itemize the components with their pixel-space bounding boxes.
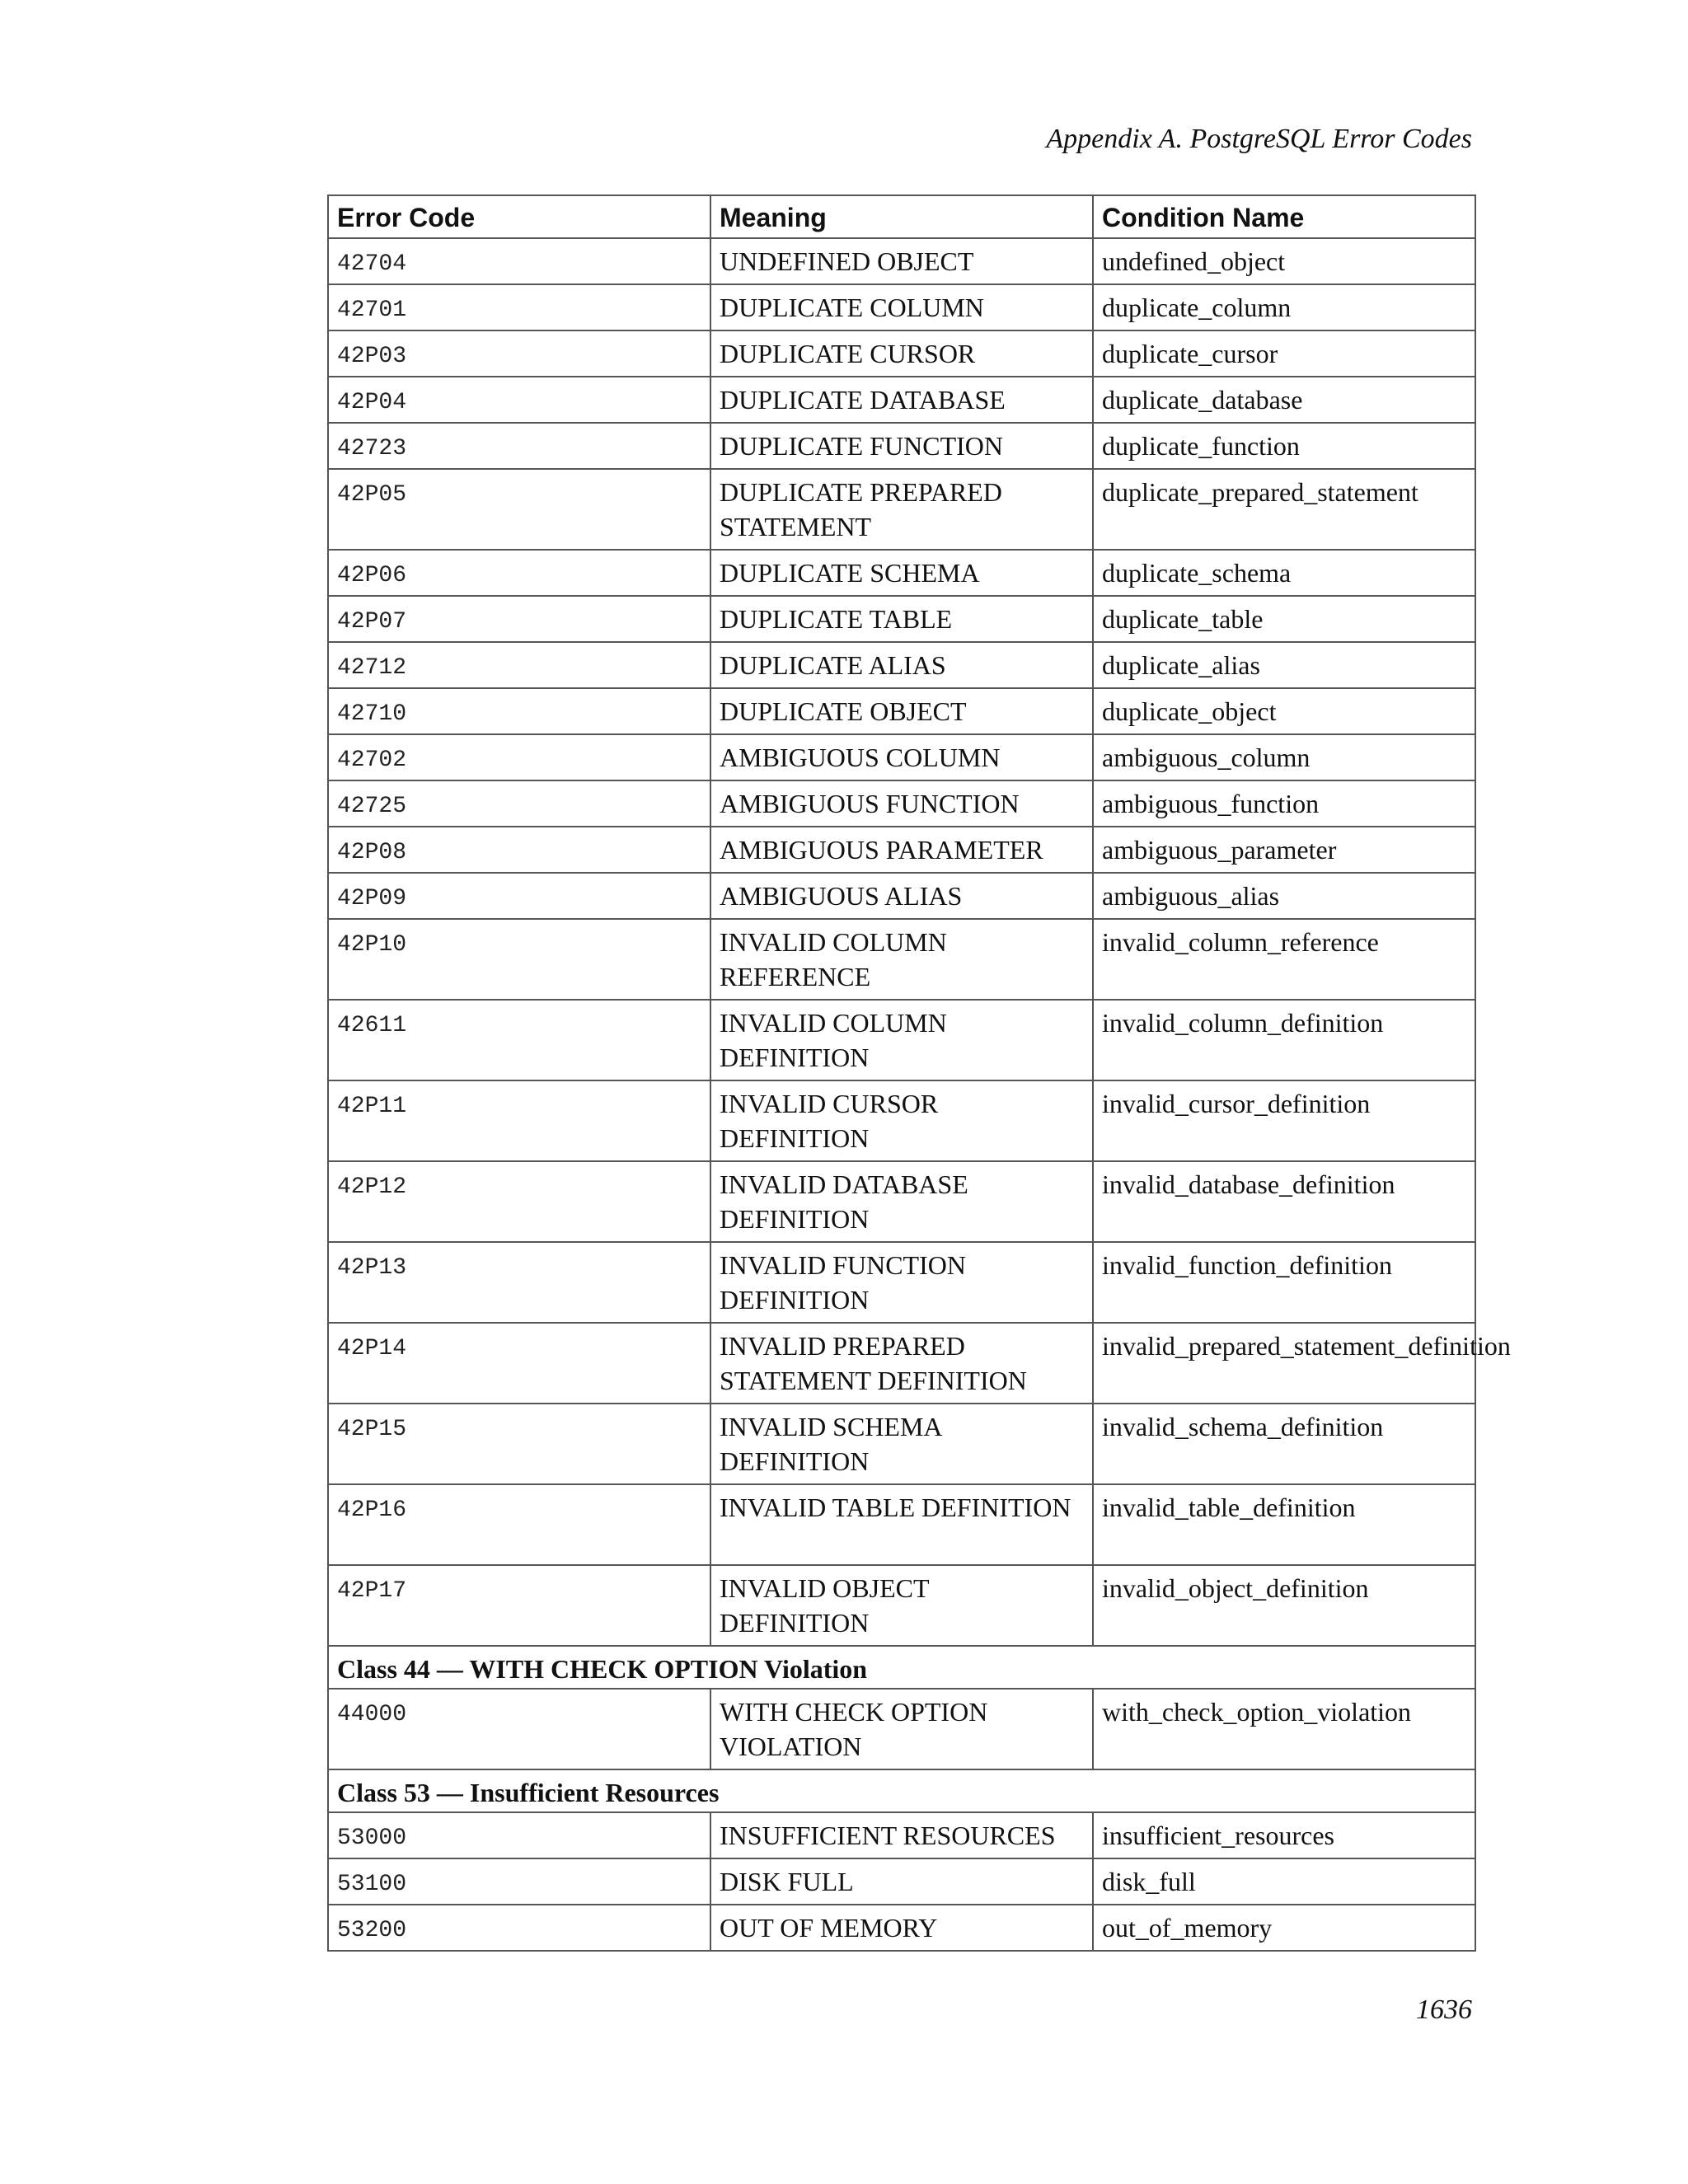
error-code-cell: 42710: [328, 688, 710, 734]
meaning-cell: AMBIGUOUS FUNCTION: [710, 780, 1093, 827]
error-code-cell: 42P10: [328, 919, 710, 1000]
table-row: [328, 1858, 1475, 1905]
meaning-cell: INVALID SCHEMA DEFINITION: [710, 1404, 1093, 1484]
error-code-cell: 42701: [328, 284, 710, 330]
error-code-cell: 42P16: [328, 1484, 710, 1565]
table-row: [328, 1905, 1475, 1951]
error-code-cell: 42P15: [328, 1404, 710, 1484]
table-row: [328, 780, 1475, 827]
meaning-cell: DUPLICATE OBJECT: [710, 688, 1093, 734]
condition-name-cell: disk_full: [1093, 1858, 1475, 1905]
table-row: [328, 377, 1475, 423]
meaning-cell: AMBIGUOUS COLUMN: [710, 734, 1093, 780]
table-row: [328, 1323, 1475, 1404]
condition-name-cell: invalid_database_definition: [1093, 1161, 1475, 1242]
condition-name-cell: out_of_memory: [1093, 1905, 1475, 1951]
meaning-cell: INVALID OBJECT DEFINITION: [710, 1565, 1093, 1646]
class-53-heading: Class 53 — Insufficient Resources: [328, 1769, 1475, 1812]
error-codes-table: [327, 194, 1511, 1952]
error-code-cell: 42P13: [328, 1242, 710, 1323]
table-row: [328, 688, 1475, 734]
error-code-cell: 42P12: [328, 1161, 710, 1242]
error-code-cell: 42P11: [328, 1080, 710, 1161]
table-row: [328, 596, 1475, 642]
error-code-cell: 42702: [328, 734, 710, 780]
condition-name-cell: duplicate_column: [1093, 284, 1475, 330]
condition-name-cell: invalid_function_definition: [1093, 1242, 1475, 1323]
condition-name-cell: insufficient_resources: [1093, 1812, 1475, 1858]
table-row: [328, 1484, 1475, 1565]
condition-name-cell: ambiguous_function: [1093, 780, 1475, 827]
error-code-cell: 42P04: [328, 377, 710, 423]
table-row: [328, 469, 1475, 550]
meaning-cell: AMBIGUOUS PARAMETER: [710, 827, 1093, 873]
condition-name-cell: duplicate_schema: [1093, 550, 1475, 596]
meaning-cell: INVALID COLUMN DEFINITION: [710, 1000, 1093, 1080]
condition-name-cell: invalid_column_reference: [1093, 919, 1475, 1000]
meaning-cell: INVALID PREPARED STATEMENT DEFINITION: [710, 1323, 1093, 1404]
table-row: [328, 919, 1475, 1000]
table-header-row: [328, 195, 1475, 238]
condition-name-cell: duplicate_table: [1093, 596, 1475, 642]
error-code-cell: 53100: [328, 1858, 710, 1905]
table-row: [328, 284, 1475, 330]
error-code-cell: 42P05: [328, 469, 710, 550]
table-row: [328, 873, 1475, 919]
error-code-cell: 42P03: [328, 330, 710, 377]
class-44-heading: Class 44 — WITH CHECK OPTION Violation: [328, 1646, 1475, 1689]
table-row: [328, 1242, 1475, 1323]
condition-name-cell: duplicate_object: [1093, 688, 1475, 734]
meaning-cell: OUT OF MEMORY: [710, 1905, 1093, 1951]
meaning-cell: INVALID COLUMN REFERENCE: [710, 919, 1093, 1000]
meaning-cell: DUPLICATE ALIAS: [710, 642, 1093, 688]
table-row: [328, 423, 1475, 469]
error-code-cell: 42P07: [328, 596, 710, 642]
table-row: [328, 734, 1475, 780]
meaning-cell: DUPLICATE TABLE: [710, 596, 1093, 642]
error-code-cell: 42723: [328, 423, 710, 469]
condition-name-cell: invalid_schema_definition: [1093, 1404, 1475, 1484]
meaning-cell: INVALID CURSOR DEFINITION: [710, 1080, 1093, 1161]
error-code-cell: 42P17: [328, 1565, 710, 1646]
table-row: [328, 1080, 1475, 1161]
meaning-cell: AMBIGUOUS ALIAS: [710, 873, 1093, 919]
table-row: [328, 827, 1475, 873]
meaning-cell: DUPLICATE SCHEMA: [710, 550, 1093, 596]
table-row: [328, 1812, 1475, 1858]
column-header-condition-name: Condition Name: [1093, 195, 1475, 238]
table-row: [328, 238, 1475, 284]
class-heading-row: [328, 1769, 1475, 1812]
page-number: 1636: [1416, 1994, 1472, 2025]
condition-name-cell: invalid_prepared_statement_definition: [1093, 1323, 1475, 1404]
error-code-cell: 42704: [328, 238, 710, 284]
error-code-cell: 42611: [328, 1000, 710, 1080]
meaning-cell: DUPLICATE CURSOR: [710, 330, 1093, 377]
condition-name-cell: with_check_option_violation: [1093, 1689, 1475, 1769]
condition-name-cell: invalid_object_definition: [1093, 1565, 1475, 1646]
table-row: [328, 1565, 1475, 1646]
column-header-meaning: Meaning: [710, 195, 1093, 238]
error-code-cell: 42712: [328, 642, 710, 688]
error-code-cell: 42P14: [328, 1323, 710, 1404]
condition-name-cell: undefined_object: [1093, 238, 1475, 284]
class-heading-row: [328, 1646, 1475, 1689]
table-row: [328, 1689, 1475, 1769]
meaning-cell: DUPLICATE FUNCTION: [710, 423, 1093, 469]
error-code-cell: 53000: [328, 1812, 710, 1858]
meaning-cell: INSUFFICIENT RESOURCES: [710, 1812, 1093, 1858]
meaning-cell: DUPLICATE COLUMN: [710, 284, 1093, 330]
condition-name-cell: invalid_cursor_definition: [1093, 1080, 1475, 1161]
condition-name-cell: invalid_column_definition: [1093, 1000, 1475, 1080]
condition-name-cell: ambiguous_column: [1093, 734, 1475, 780]
meaning-cell: INVALID TABLE DEFINITION: [710, 1484, 1093, 1565]
meaning-cell: DUPLICATE PREPARED STATEMENT: [710, 469, 1093, 550]
condition-name-cell: duplicate_function: [1093, 423, 1475, 469]
condition-name-cell: duplicate_prepared_statement: [1093, 469, 1475, 550]
meaning-cell: INVALID FUNCTION DEFINITION: [710, 1242, 1093, 1323]
condition-name-cell: duplicate_database: [1093, 377, 1475, 423]
error-code-cell: 42725: [328, 780, 710, 827]
column-header-error-code: Error Code: [328, 195, 710, 238]
condition-name-cell: invalid_table_definition: [1093, 1484, 1475, 1565]
table-row: [328, 642, 1475, 688]
condition-name-cell: ambiguous_alias: [1093, 873, 1475, 919]
error-code-cell: 42P09: [328, 873, 710, 919]
error-code-cell: 42P08: [328, 827, 710, 873]
table-row: [328, 1000, 1475, 1080]
error-code-cell: 53200: [328, 1905, 710, 1951]
condition-name-cell: duplicate_alias: [1093, 642, 1475, 688]
meaning-cell: UNDEFINED OBJECT: [710, 238, 1093, 284]
meaning-cell: WITH CHECK OPTION VIOLATION: [710, 1689, 1093, 1769]
condition-name-cell: ambiguous_parameter: [1093, 827, 1475, 873]
meaning-cell: INVALID DATABASE DEFINITION: [710, 1161, 1093, 1242]
condition-name-cell: duplicate_cursor: [1093, 330, 1475, 377]
error-code-cell: 44000: [328, 1689, 710, 1769]
table-row: [328, 330, 1475, 377]
error-code-cell: 42P06: [328, 550, 710, 596]
page-header-title: Appendix A. PostgreSQL Error Codes: [1046, 124, 1472, 154]
table-row: [328, 550, 1475, 596]
table-row: [328, 1404, 1475, 1484]
meaning-cell: DISK FULL: [710, 1858, 1093, 1905]
meaning-cell: DUPLICATE DATABASE: [710, 377, 1093, 423]
table-row: [328, 1161, 1475, 1242]
